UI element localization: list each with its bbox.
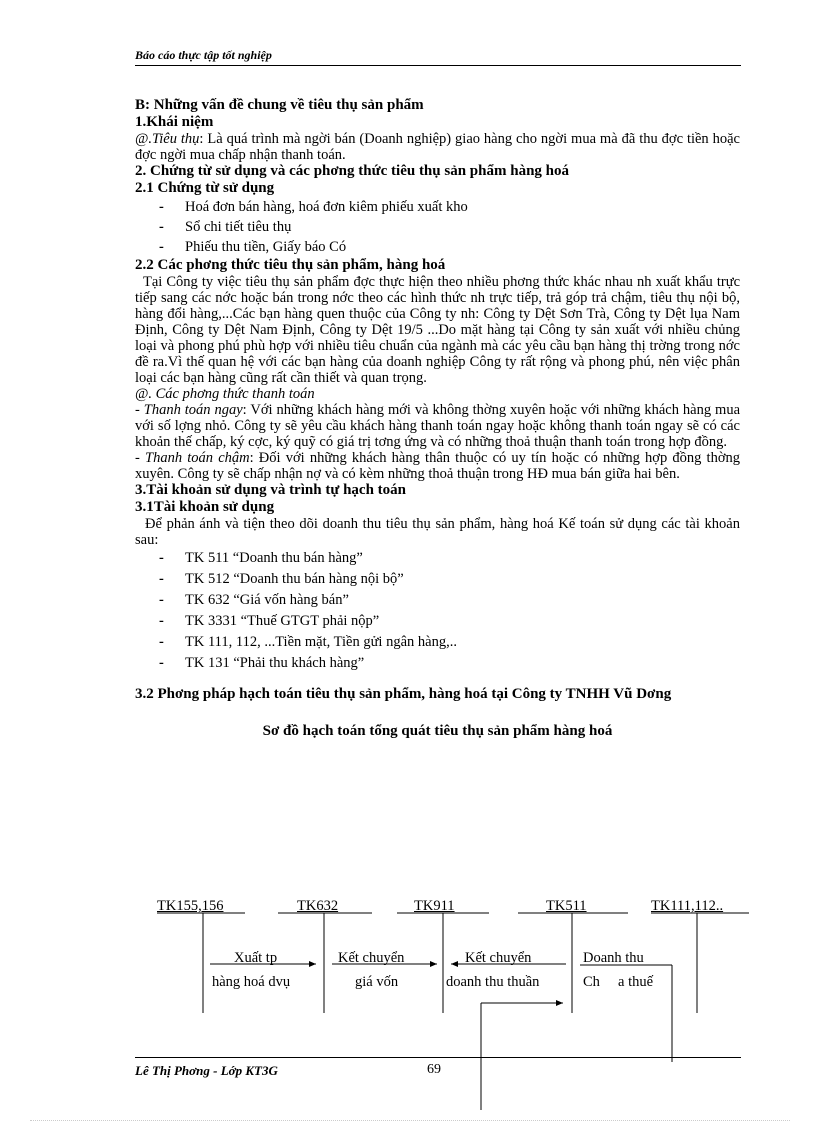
account-tk632: TK632 [297,898,339,914]
pay-later-paragraph [135,450,740,482]
label-ket-chuyen-1: Kết chuyển [338,950,405,966]
list-item: - Phiếu thu tiền, Giấy báo Có [135,237,740,257]
list-item: - Hoá đơn bán hàng, hoá đơn kiêm phiếu xuất kho [135,197,740,217]
label-doanh-thu: Doanh thu [583,950,644,966]
heading-2: 2. Chứng từ sử dụng và các phơng thức tiêu thụ sản phẩm hàng hoá [135,163,570,179]
spacer [135,674,740,686]
list-item: - Sổ chi tiết tiêu thụ [135,217,740,237]
heading-2-2: 2.2 Các phơng thức tiêu thụ sản phẩm, hàng hoá [135,257,446,273]
payment-methods-heading: @. Các phơng thức thanh toán [135,386,315,402]
pay-later-term: - Thanh toán chậm [135,450,250,466]
list-item: - TK 632 “Giá vốn hàng bán” [135,590,740,611]
pay-now-term: - Thanh toán ngay [135,402,243,418]
label-ket-chuyen-2: Kết chuyển [465,950,532,966]
section-b-heading: B: Những vấn đề chung về tiêu thụ sản phẩm [135,97,424,113]
label-xuat-tp: Xuất tp [234,950,278,966]
list-item: - TK 511 “Doanh thu bán hàng” [135,548,740,569]
label-hang-hoa: hàng hoá dvụ [212,974,291,990]
pay-later-text: : Đối với những khách hàng thân thuộc có uy tín hoặc có những hợp đồng thờng xuyên. Công ty sẽ chấp nhận nợ và có kèm những thoả thuận trong HĐ mua bán giữa hai bên. [135,450,740,482]
accounts-list [135,548,740,674]
definition-text: : Là quá trình mà ngời bán (Doanh nghiệp) giao hàng cho ngời mua mà đã thu đợc tiền hoặc đợc ngời mua chấp nhận thanh toán. [135,131,740,163]
label-cha-thue: Ch a thuế [583,974,654,990]
list-item: - TK 111, 112, ...Tiền mặt, Tiền gửi ngân hàng,.. [135,632,740,653]
page-edge [30,1120,790,1121]
account-tk111: TK111,112.. [651,898,724,914]
account-tk911: TK911 [414,898,455,914]
documents-list [135,197,740,257]
footer-author: Lê Thị Phơng - Lớp KT3G [135,1063,278,1078]
list-item: - TK 512 “Doanh thu bán hàng nội bộ” [135,569,740,590]
list-item: - TK 3331 “Thuế GTGT phải nộp” [135,611,740,632]
heading-3-1: 3.1Tài khoản sử dụng [135,499,275,515]
account-tk155: TK155,156 [157,898,224,914]
list-item: - TK 131 “Phải thu khách hàng” [135,653,740,674]
definition-paragraph [135,131,740,163]
heading-1: 1.Khái niệm [135,114,214,130]
label-gia-von: giá vốn [355,974,399,990]
diagram-title: Sơ đồ hạch toán tổng quát tiêu thụ sản phẩm hàng hoá [262,723,613,739]
paragraph-2-2: Tại Công ty việc tiêu thụ sản phẩm đợc thực hiện theo nhiều phơng thức khác nhau nh xuất khẩu trực tiếp sang các nớc hoặc bán trong nớc theo các hình thức nh trực tiếp, trả góp trả chậm, tiêu thụ nội bộ, hàng đổi hàng,...Các bạn hàng quen thuộc của Công ty nh: Công ty Dệt Sơn Trà, Công ty Dệt lụa Nam Định, Công ty Dệt Nam Định, Công ty Dệt 19/5 ...Do mặt hàng tại Công ty sản xuất với nhiều chủng loại và phong phú phù hợp với nhiều tiêu chuẩn của ngành mà các yêu cầu bạn hàng thị trờng trong nớc đề ra.Vì thế quan hệ với các bạn hàng của doanh nghiệp Công ty rất rộng và phong phú, nên việc phân loại các bạn hàng cũng rất cần thiết và quan trọng. [135,274,740,386]
header-rule [135,65,741,66]
definition-term: @.Tiêu thụ [135,131,200,147]
label-doanh-thu-thuan: doanh thu thuần [446,974,540,990]
pay-now-paragraph [135,402,740,450]
account-tk511: TK511 [546,898,587,914]
paragraph-3-1: Để phản ánh và tiện theo dõi doanh thu tiêu thụ sản phẩm, hàng hoá Kế toán sử dụng các tài khoản sau: [135,516,740,548]
heading-3-2: 3.2 Phơng pháp hạch toán tiêu thụ sản phẩm, hàng hoá tại Công ty TNHH Vũ Dơng [135,686,672,702]
heading-2-1: 2.1 Chứng từ sử dụng [135,180,275,196]
footer-rule [135,1057,741,1058]
document-body [135,97,740,739]
header-title: Báo cáo thực tập tốt nghiệp [135,48,272,62]
pay-now-text: : Với những khách hàng mới và không thờng xuyên hoặc với những khách hàng mua với số lợng nhỏ. Công ty sẽ yêu cầu khách hàng thanh toán ngay hoặc không thanh toán ngay sẽ có các khoản thế chấp, ký cợc, ký quỹ có giá trị tơng ứng và có những thoả thuận thanh toán trong hợp đồng. [135,402,741,450]
page-number: 69 [427,1062,441,1077]
heading-3: 3.Tài khoản sử dụng và trình tự hạch toán [135,482,406,498]
